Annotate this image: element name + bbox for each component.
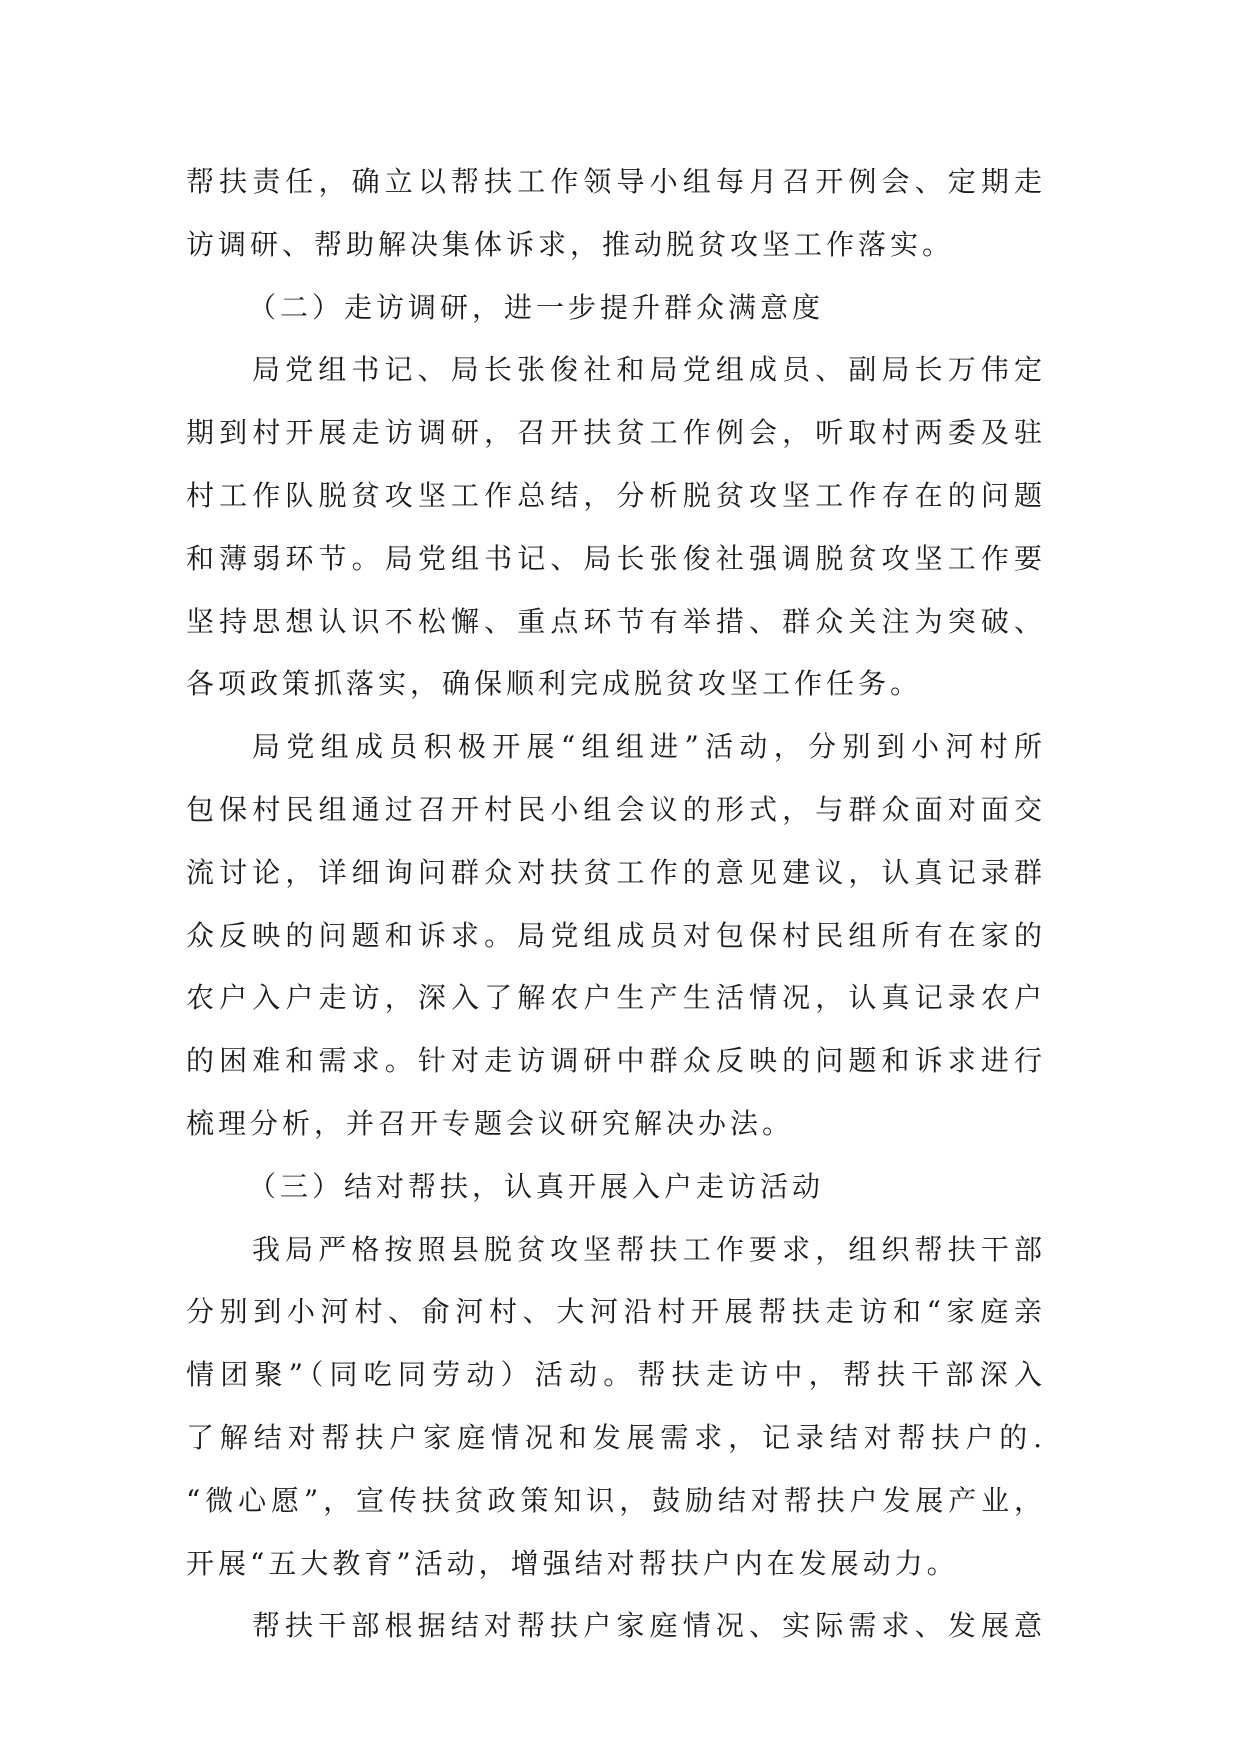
paragraph-line: 期到村开展走访调研，召开扶贫工作例会，听取村两委及驻 [186, 416, 1046, 450]
paragraph-line: 帮扶责任，确立以帮扶工作领导小组每月召开例会、定期走 [186, 165, 1046, 198]
paragraph-line: 农户入户走访，深入了解农户生产生活情况，认真记录农户 [186, 981, 1046, 1015]
paragraph-line: 局党组书记、局长张俊社和局党组成员、副局长万伟定 [252, 353, 1046, 387]
paragraph-line: 各项政策抓落实，确保顺利完成脱贫攻坚工作任务。 [186, 667, 923, 701]
paragraph-line: “微心愿”，宣传扶贫政策知识，鼓励结对帮扶户发展产业， [186, 1483, 1046, 1517]
paragraph-line: 我局严格按照县脱贫攻坚帮扶工作要求，组织帮扶干部 [252, 1232, 1046, 1266]
paragraph-line: 帮扶干部根据结对帮扶户家庭情况、实际需求、发展意 [252, 1609, 1046, 1643]
paragraph-line: 众反映的问题和诉求。局党组成员对包保村民组所有在家的 [186, 918, 1046, 952]
paragraph-line: 和薄弱环节。局党组书记、局长张俊社强调脱贫攻坚工作要 [186, 541, 1046, 575]
paragraph-line: 包保村民组通过召开村民小组会议的形式，与群众面对面交 [186, 793, 1046, 826]
section-heading: （二）走访调研，进一步提升群众满意度 [248, 290, 825, 324]
paragraph-line: 分别到小河村、俞河村、大河沿村开展帮扶走访和“家庭亲 [186, 1295, 1046, 1329]
section-heading: （三）结对帮扶，认真开展入户走访活动 [248, 1169, 825, 1203]
paragraph-line: 局党组成员积极开展“组组进”活动，分别到小河村所 [252, 730, 1046, 764]
paragraph-line: 流讨论，详细询问群众对扶贫工作的意见建议，认真记录群 [186, 855, 1046, 889]
paragraph-line: 梳理分析，并召开专题会议研究解决办法。 [186, 1107, 795, 1140]
paragraph-line: 的困难和需求。针对走访调研中群众反映的问题和诉求进行 [186, 1044, 1046, 1078]
paragraph-line: 坚持思想认识不松懈、重点环节有举措、群众关注为突破、 [186, 604, 1046, 638]
paragraph-line: 村工作队脱贫攻坚工作总结，分析脱贫攻坚工作存在的问题 [186, 479, 1046, 512]
paragraph-line: 访调研、帮助解决集体诉求，推动脱贫攻坚工作落实。 [186, 227, 955, 261]
paragraph-line: 了解结对帮扶户家庭情况和发展需求，记录结对帮扶户的. [186, 1421, 1046, 1454]
paragraph-line: 情团聚”（同吃同劳动）活动。帮扶走访中，帮扶干部深入 [186, 1358, 1046, 1392]
paragraph-line: 开展“五大教育”活动，增强结对帮扶户内在发展动力。 [186, 1546, 959, 1580]
